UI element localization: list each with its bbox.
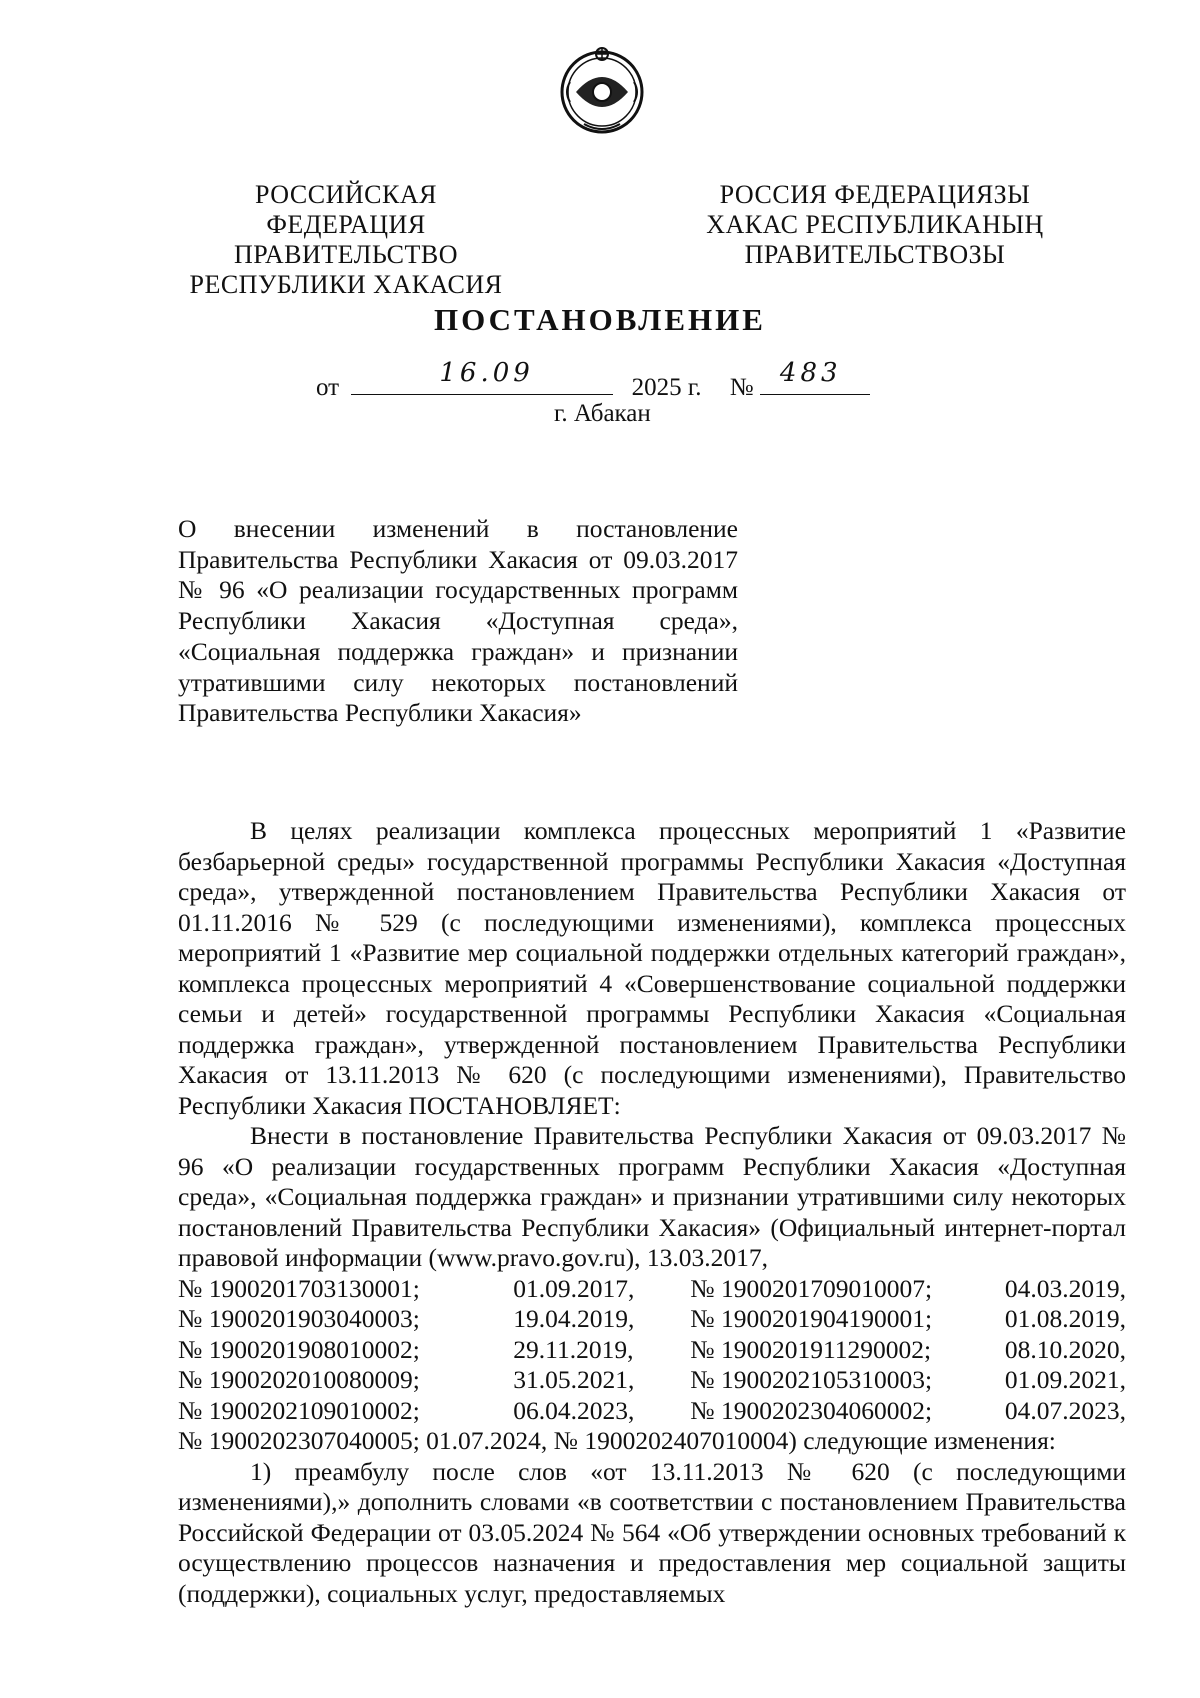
header-right: [700, 180, 1050, 270]
registry-cell: 06.04.2023,: [513, 1395, 635, 1425]
registry-cell: 04.07.2023,: [1004, 1395, 1126, 1425]
item-1-paragraph: 1) преамбулу после слов «от 13.11.2013 № 620 (с последующими изменениями),» дополнить словами «в соответствии с постановлением Правительства Российской Федерации от 03.05.2024 № 564 «Об утверждении основных требований к осуществлению процессов назначения и предоставления мер социальной защиты (поддержки), социальных услуг, предоставляемых: [178, 1456, 1126, 1608]
header-left-line: ПРАВИТЕЛЬСТВО: [234, 240, 458, 269]
registry-cell: № 1900201709010007;: [690, 1273, 933, 1303]
registry-cell: 29.11.2019,: [513, 1334, 634, 1364]
registry-cell: 01.09.2017,: [513, 1273, 635, 1303]
header-right-line: ХАКАС РЕСПУБЛИКАНЫҢ: [706, 210, 1044, 239]
registry-cell: 01.09.2021,: [1004, 1365, 1126, 1394]
table-row: [178, 1396, 1126, 1427]
registry-cell: № 1900201904190001;: [690, 1304, 933, 1333]
header-right-line: ПРАВИТЕЛЬСТВОЗЫ: [744, 240, 1006, 269]
registry-cell: 19.04.2019,: [513, 1304, 635, 1333]
preamble-paragraph: В целях реализации комплекса процессных мероприятий 1 «Развитие безбарьерной среды» государственной программы Республики Хакасия «Доступная среда», утвержденной постановлением Правительства Республики Хакасия от 01.11.2016 № 529 (с последующими изменениями), комплекса процессных мероприятий 1 «Развитие мер социальной поддержки отдельных категорий граждан», комплекса процессных мероприятий 4 «Совершенствование социальной поддержки семьи и детей» государственной программы Республики Хакасия «Социальная поддержка граждан», утвержденной постановлением Правительства Республики Хакасия от 13.11.2013 № 620 (с последующими изменениями), Правительство Республики Хакасия ПОСТАНОВЛЯЕТ:: [178, 816, 1126, 1120]
registry-cell: № 1900202105310003;: [690, 1365, 933, 1394]
table-row: [178, 1365, 1126, 1396]
date-blank: [351, 358, 613, 395]
number-sign: №: [729, 374, 754, 401]
date-prefix: от: [316, 374, 340, 401]
handwritten-date: 16.09: [439, 358, 534, 388]
handwritten-number: 483: [779, 358, 842, 388]
registry-cell: № 1900202109010002;: [178, 1395, 420, 1425]
city: г. Абакан: [554, 400, 651, 427]
registry-cell: № 1900202304060002;: [690, 1395, 933, 1425]
table-row: [178, 1304, 1126, 1335]
date-number-line: [316, 358, 870, 402]
header-left: [178, 180, 514, 300]
registry-cell: № 1900202010080009;: [178, 1365, 420, 1394]
registry-cell: № 1900201911290002;: [690, 1334, 932, 1364]
registry-cell: 08.10.2020,: [1004, 1334, 1126, 1364]
coat-of-arms-icon: [556, 42, 648, 138]
registry-cell: 04.03.2019,: [1004, 1273, 1126, 1303]
registry-cell: № 1900201908010002;: [178, 1334, 420, 1364]
amendment-tail: № 1900202307040005; 01.07.2024, № 1900202407010004) следующие изменения:: [178, 1426, 1056, 1455]
header-left-line: РОССИЙСКАЯ ФЕДЕРАЦИЯ: [255, 180, 437, 239]
registry-numbers-table: [178, 1274, 1126, 1427]
amendment-intro-paragraph: Внести в постановление Правительства Республики Хакасия от 09.03.2017 № 96 «О реализации государственных программ Республики Хакасия «Доступная среда», «Социальная поддержка граждан» и признании утратившими силу некоторых постановлений Правительства Республики Хакасия» (Официальный интернет-портал правовой информации (www.pravo.gov.ru), 13.03.2017,: [178, 1121, 1126, 1272]
document-type: ПОСТАНОВЛЕНИЕ: [434, 302, 766, 337]
header-right-line: РОССИЯ ФЕДЕРАЦИЯЗЫ: [719, 180, 1031, 209]
table-row: [178, 1335, 1126, 1366]
document-subject: О внесении изменений в постановление Правительства Республики Хакасия от 09.03.2017 № 96 «О реализации государственных программ Республики Хакасия «Доступная среда», «Социальная поддержка граждан» и признании утратившими силу некоторых постановлений Правительства Республики Хакасия»: [178, 514, 738, 728]
registry-cell: 01.08.2019,: [1004, 1304, 1126, 1333]
registry-cell: 13.03.2017,: [640, 1243, 768, 1272]
header-left-line: РЕСПУБЛИКИ ХАКАСИЯ: [189, 270, 503, 299]
document-body: [178, 816, 1126, 1609]
registry-cell: № 1900201903040003;: [178, 1304, 420, 1333]
year-label: 2025 г.: [631, 374, 702, 401]
table-row: [178, 1274, 1126, 1305]
registry-cell: 31.05.2021,: [513, 1365, 635, 1394]
registry-cell: № 1900201703130001;: [178, 1273, 420, 1303]
number-blank: [760, 358, 870, 395]
